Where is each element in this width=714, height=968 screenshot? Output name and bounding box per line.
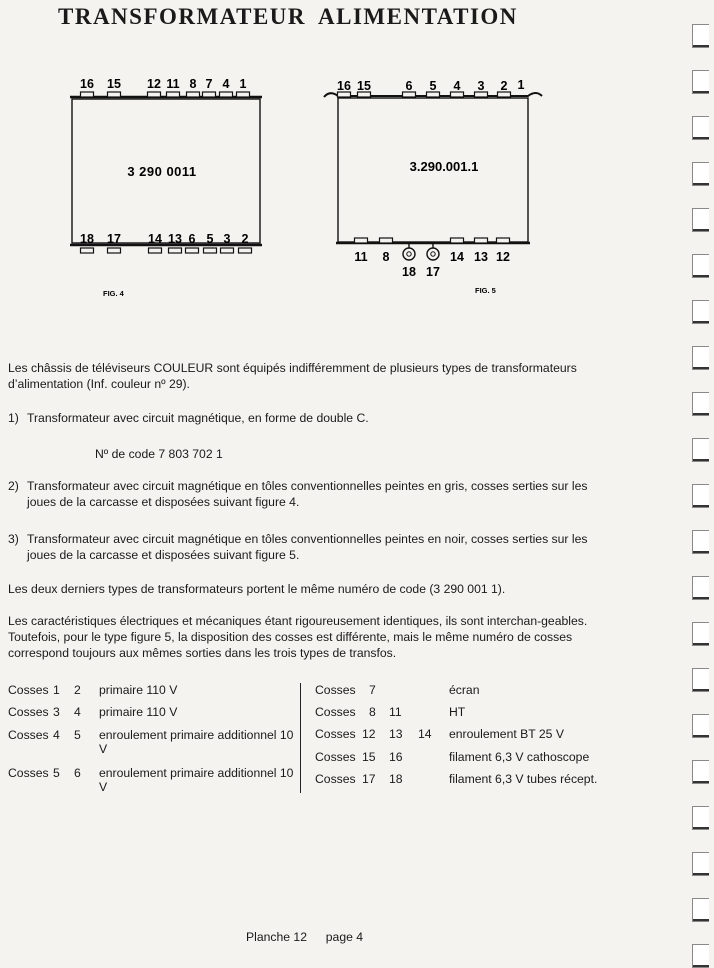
- table-cell: 14: [418, 727, 432, 741]
- planche-label: Planche 12: [246, 930, 307, 944]
- terminal-lug: [220, 92, 233, 97]
- fig4-pin-label: 3: [223, 232, 231, 246]
- terminal-lug: [355, 238, 368, 243]
- table-cell: enroulement BT 25 V: [449, 727, 564, 741]
- table-cell: Cosses: [315, 750, 356, 764]
- fig5-pin-label: 6: [405, 79, 413, 93]
- table-cell: 16: [389, 750, 403, 764]
- table-cell: Cosses: [315, 727, 356, 741]
- table-cell: enroulement primaire additionnel 10 V: [99, 728, 294, 756]
- fig4-pin-label: 8: [189, 77, 197, 91]
- binding-hole: [692, 70, 709, 94]
- table-cell: Cosses: [315, 705, 356, 719]
- fig4-pin-label: 17: [107, 232, 121, 246]
- table-cell: Cosses: [315, 683, 356, 697]
- fig5-pin-label: 2: [500, 79, 508, 93]
- page-number: page 4: [325, 930, 364, 944]
- fig4-caption: FIG. 4: [103, 289, 124, 298]
- table-cell: Cosses: [8, 766, 49, 780]
- table-cell: 5: [74, 728, 81, 742]
- binding-hole: [692, 438, 709, 462]
- table-cell: enroulement primaire additionnel 10 V: [99, 766, 294, 794]
- binding-hole: [692, 346, 709, 370]
- fig5-pin-label: 15: [357, 79, 371, 93]
- fig4-pin-label: 14: [148, 232, 162, 246]
- terminal-lug: [148, 92, 161, 97]
- table-cell: 15: [362, 750, 376, 764]
- binding-hole: [692, 898, 709, 922]
- table-cell: 8: [369, 705, 376, 719]
- binding-hole: [692, 392, 709, 416]
- fig5-pin-label: 11: [354, 250, 368, 264]
- fig5-pin-label: 4: [453, 79, 461, 93]
- binding-hole: [692, 760, 709, 784]
- binding-hole: [692, 530, 709, 554]
- figures-svg: [0, 0, 714, 310]
- terminal-lug: [167, 92, 180, 97]
- page-title: TRANSFORMATEUR ALIMENTATION: [58, 4, 518, 29]
- terminal-lug: [108, 248, 121, 253]
- binding-hole: [692, 116, 709, 140]
- fig5-pin-label: 18: [402, 265, 416, 279]
- terminal-lug: [380, 238, 393, 243]
- terminal-lug: [475, 238, 488, 243]
- table-cell: 11: [389, 705, 402, 719]
- table-cell: 2: [74, 683, 81, 697]
- binding-hole: [692, 622, 709, 646]
- fig4-pin-label: 18: [80, 232, 94, 246]
- table-cell: Cosses: [8, 705, 49, 719]
- code-line: Nº de code 7 803 702 1: [95, 447, 223, 461]
- table-cell: primaire 110 V: [99, 683, 178, 697]
- terminal-lug: [497, 238, 510, 243]
- terminal-lug: [149, 248, 162, 253]
- fig4-pin-label: 12: [147, 77, 161, 91]
- table-cell: 4: [53, 728, 60, 742]
- fig5-pin-label: 13: [474, 250, 488, 264]
- table-cell: 1: [53, 683, 60, 697]
- fig4-pin-label: 6: [188, 232, 196, 246]
- terminal-lug: [451, 238, 464, 243]
- terminal-lug: [221, 248, 234, 253]
- fig5-code: 3.290.001.1: [409, 159, 479, 174]
- fig4-pin-label: 1: [239, 77, 247, 91]
- table-cell: primaire 110 V: [99, 705, 178, 719]
- terminal-lug: [204, 248, 217, 253]
- terminal-lug: [237, 92, 250, 97]
- fig4-pin-label: 11: [166, 77, 180, 91]
- fig4-pin-label: 13: [168, 232, 182, 246]
- table-cell: Cosses: [8, 728, 49, 742]
- terminal-lug: [169, 248, 182, 253]
- fig5-pin-label: 5: [429, 79, 437, 93]
- table-cell: filament 6,3 V tubes récept.: [449, 772, 598, 786]
- binding-hole: [692, 484, 709, 508]
- binding-hole: [692, 162, 709, 186]
- fig5-pin-label: 17: [426, 265, 440, 279]
- fig5-pin-label: 1: [517, 78, 525, 92]
- binding-holes: [686, 0, 714, 948]
- binding-hole: [692, 668, 709, 692]
- fig4-code: 3 290 0011: [127, 164, 197, 179]
- fig5-pin-label: 8: [382, 250, 390, 264]
- binding-hole: [692, 806, 709, 830]
- table-cell: écran: [449, 683, 480, 697]
- list-item: 2) Transformateur avec circuit magnétique en tôles conventionnelles peintes en gris, cosses serties sur les joues de la carcasse et disposées suivant figure 4.: [8, 479, 588, 509]
- page-footer: [246, 930, 363, 944]
- table-divider: [300, 683, 301, 793]
- fig4-pin-label: 4: [222, 77, 230, 91]
- fig4-pin-label: 5: [206, 232, 214, 246]
- fig5-pin-label: 12: [496, 250, 510, 264]
- fig4-pin-label: 16: [80, 77, 94, 91]
- table-cell: 12: [362, 727, 376, 741]
- terminal-lug: [81, 248, 94, 253]
- fig4-drawing: [70, 77, 262, 298]
- binding-hole: [692, 852, 709, 876]
- terminal-lug: [239, 248, 252, 253]
- terminal-lug: [81, 92, 94, 97]
- fig5-pin-label: 16: [337, 79, 351, 93]
- fig5-pin-label: 3: [477, 79, 485, 93]
- binding-hole: [692, 576, 709, 600]
- table-cell: 7: [369, 683, 376, 697]
- binding-hole: [692, 300, 709, 324]
- table-cell: filament 6,3 V cathoscope: [449, 750, 590, 764]
- same-code-paragraph: Les deux derniers types de transformateurs portent le même numéro de code (3 290 001 1).: [8, 582, 506, 596]
- fig5-caption: FIG. 5: [475, 286, 496, 295]
- binding-hole: [692, 24, 709, 48]
- list-item: 3) Transformateur avec circuit magnétique en tôles conventionnelles peintes en noir, cosses serties sur les joues de la carcasse et disposées suivant figure 5.: [8, 532, 588, 562]
- fig5-pin-label: 14: [450, 250, 464, 264]
- binding-hole: [692, 254, 709, 278]
- terminal-lug: [203, 92, 216, 97]
- fig5-drawing: [324, 78, 542, 295]
- table-cell: 4: [74, 705, 81, 719]
- table-cell: 18: [389, 772, 403, 786]
- interchange-paragraph: Les caractéristiques électriques et mécaniques étant rigoureusement identiques, ils sont interchan-geables. Toutefois, pour le type figure 5, la disposition des cosses est différente, mais le même numéro de cosses correspond toujours aux mêmes sorties dans les trois types de transfos.: [8, 614, 588, 660]
- table-cell: Cosses: [315, 772, 356, 786]
- fig4-pin-label: 7: [205, 77, 213, 91]
- terminal-lug: [187, 92, 200, 97]
- table-cell: 6: [74, 766, 81, 780]
- terminal-lug: [186, 248, 199, 253]
- terminal-lug: [108, 92, 121, 97]
- fig4-pin-label: 2: [241, 232, 249, 246]
- intro-paragraph: Les châssis de téléviseurs COULEUR sont équipés indifféremment de plusieurs types de transformateurs d’alimentation (Inf. couleur nº 29).: [8, 361, 577, 391]
- table-cell: HT: [449, 705, 466, 719]
- transformer-figures: [0, 0, 714, 310]
- table-cell: 5: [53, 766, 60, 780]
- table-cell: 17: [362, 772, 376, 786]
- binding-hole: [692, 208, 709, 232]
- table-cell: 3: [53, 705, 60, 719]
- fig4-pin-label: 15: [107, 77, 121, 91]
- table-cell: Cosses: [8, 683, 49, 697]
- table-cell: 13: [389, 727, 403, 741]
- binding-hole: [692, 714, 709, 738]
- list-item: 1) Transformateur avec circuit magnétique, en forme de double C.: [8, 411, 369, 425]
